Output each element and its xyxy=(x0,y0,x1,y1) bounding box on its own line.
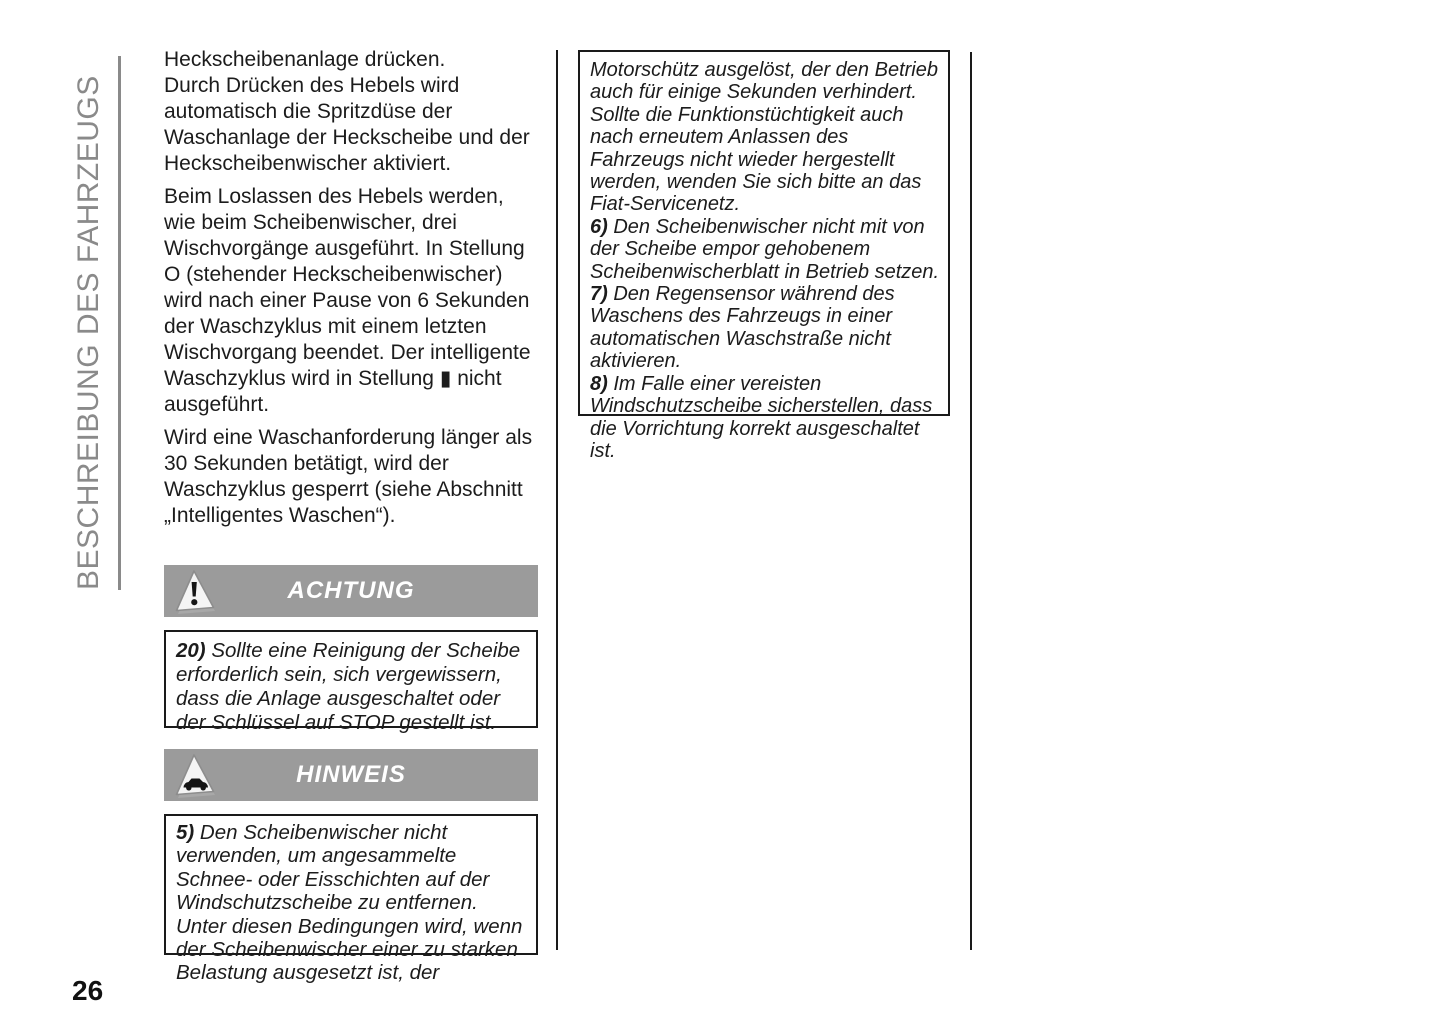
body-paragraph: Beim Loslassen des Hebels werden, wie beim Scheibenwischer, drei Wischvorgänge ausgeführt. In Stellung O (stehender Heckscheibenwischer) wird nach einer Pause von 6 Sekunden der Waschzyklus mit einem letzten Wischvorgang beendet. Der intelligente Waschzyklus wird in Stellung ▮ nicht ausgeführt. xyxy=(164,185,531,416)
right-column-note-box xyxy=(578,50,950,462)
note-text: Den Scheibenwischer nicht mit von der Scheibe empor gehobenem Scheibenwischerblatt in Betrieb setzen. xyxy=(590,215,940,283)
caution-note-box xyxy=(164,630,538,734)
chapter-title-vertical: BESCHREIBUNG DES FAHRZEUGS xyxy=(72,75,105,590)
note-number: 8) xyxy=(590,372,608,395)
note-text: Den Scheibenwischer nicht verwenden, um angesammelte Schnee- oder Eisschichten auf der Windschutzscheibe zu entfernen. Unter diesen Bedingungen wird, wenn der Scheibenwischer einer zu starken Belastung ausgesetzt ist, der xyxy=(176,821,523,985)
note-text: Im Falle einer vereisten Windschutzscheibe sicherstellen, dass die Vorrichtung korrekt ausgeschaltet ist. xyxy=(590,372,933,462)
notice-note-box xyxy=(164,814,538,985)
note-intro: Motorschütz ausgelöst, der den Betrieb auch für einige Sekunden verhindert. Sollte die Funktionstüchtigkeit auch nach erneutem Anlassen des Fahrzeugs nicht wieder hergestellt werden, wenden Sie sich bitte an das Fiat-Servicenetz. xyxy=(590,59,938,216)
hinweis-banner xyxy=(164,749,538,801)
numbered-note xyxy=(590,373,940,463)
note-text: Den Regensensor während des Waschens des Fahrzeugs in einer automatischen Waschstraße nicht aktivieren. xyxy=(590,283,895,373)
body-paragraph: Wird eine Waschanforderung länger als 30 Sekunden betätigt, wird der Waschzyklus gesperrt (siehe Abschnitt „Intelligentes Waschen“). xyxy=(164,426,533,527)
body-paragraph: Durch Drücken des Hebels wird automatisch die Spritzdüse der Waschanlage der Heckscheibe und der Heckscheibenwischer aktiviert. xyxy=(164,74,530,175)
sidebar-vertical-rule xyxy=(118,56,121,590)
note-number: 6) xyxy=(590,215,608,238)
note-number: 5) xyxy=(176,821,195,844)
notice-note-text xyxy=(176,821,528,985)
hinweis-banner-label: HINWEIS xyxy=(296,761,406,788)
note-number: 7) xyxy=(590,283,608,306)
body-paragraph: Heckscheibenanlage drücken. xyxy=(164,48,446,71)
numbered-note xyxy=(590,283,940,373)
page-number: 26 xyxy=(72,975,104,1006)
note-number: 20) xyxy=(176,639,206,662)
achtung-banner-label: ACHTUNG xyxy=(287,577,415,604)
column-divider-right xyxy=(970,52,972,950)
body-text-column xyxy=(164,47,540,529)
column-divider-left xyxy=(556,50,558,950)
note-text: Sollte eine Reinigung der Scheibe erforderlich sein, sich vergewissern, dass die Anlage ausgeschaltet oder der Schlüssel auf STOP gestellt ist. xyxy=(176,639,521,734)
caution-note-text xyxy=(176,639,526,735)
achtung-banner xyxy=(164,565,538,617)
numbered-note xyxy=(590,216,940,283)
